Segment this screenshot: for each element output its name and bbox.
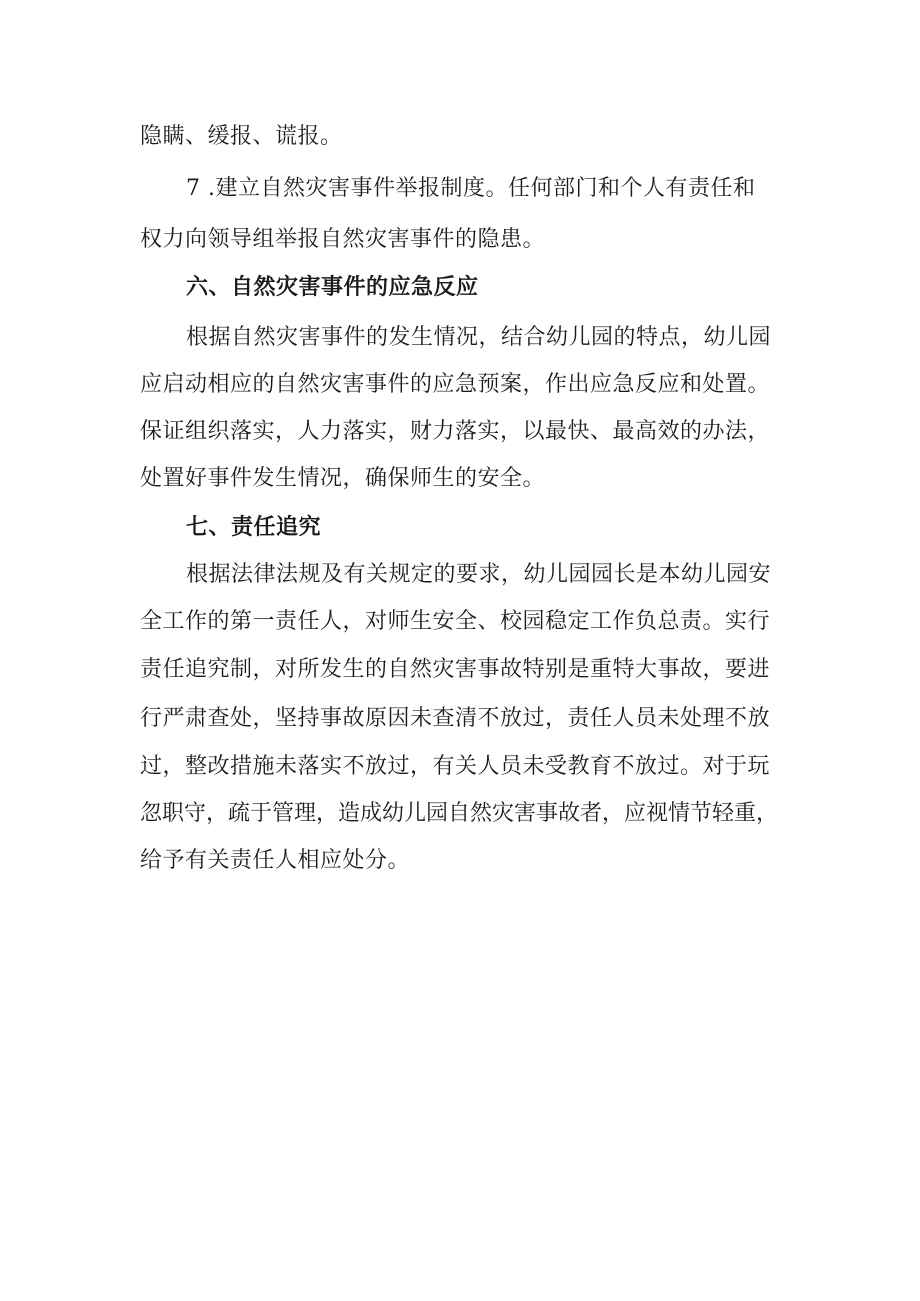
section-7-line: 忽职守，疏于管理，造成幼儿园自然灾害事故者，应视情节轻重， (140, 801, 779, 826)
section-7-line: 责任追究制，对所发生的自然灾害事故特别是重特大事故，要进 (140, 657, 771, 682)
item-7-line: 7 .建立自然灾害事件举报制度。任何部门和个人有责任和 (186, 176, 756, 201)
section-7-line: 全工作的第一责任人，对师生安全、校园稳定工作负总责。实行 (140, 609, 771, 634)
section-6-line: 保证组织落实，人力落实，财力落实，以最快、最高效的办法， (140, 419, 771, 444)
section-7-line: 行严肃查处，坚持事故原因未查清不放过，责任人员未处理不放 (140, 706, 771, 731)
section-7-line: 过，整改措施未落实不放过，有关人员未受教育不放过。对于玩 (140, 754, 771, 779)
section-6-line: 应启动相应的自然灾害事件的应急预案，作出应急反应和处置。 (140, 372, 771, 397)
section-6-line: 根据自然灾害事件的发生情况，结合幼儿园的特点，幼儿园 (186, 325, 772, 350)
section-6-line: 处置好事件发生情况，确保师生的安全。 (140, 466, 546, 491)
item-7-line: 权力向领导组举报自然灾害事件的隐患。 (140, 227, 546, 252)
section-6-heading: 六、自然灾害事件的应急反应 (186, 275, 479, 300)
section-7-line: 根据法律法规及有关规定的要求，幼儿园园长是本幼儿园安 (186, 562, 772, 587)
section-7-line: 给予有关责任人相应处分。 (140, 848, 411, 873)
paragraph-line: 隐瞒、缓报、谎报。 (140, 124, 343, 149)
section-7-heading: 七、责任追究 (186, 515, 322, 540)
